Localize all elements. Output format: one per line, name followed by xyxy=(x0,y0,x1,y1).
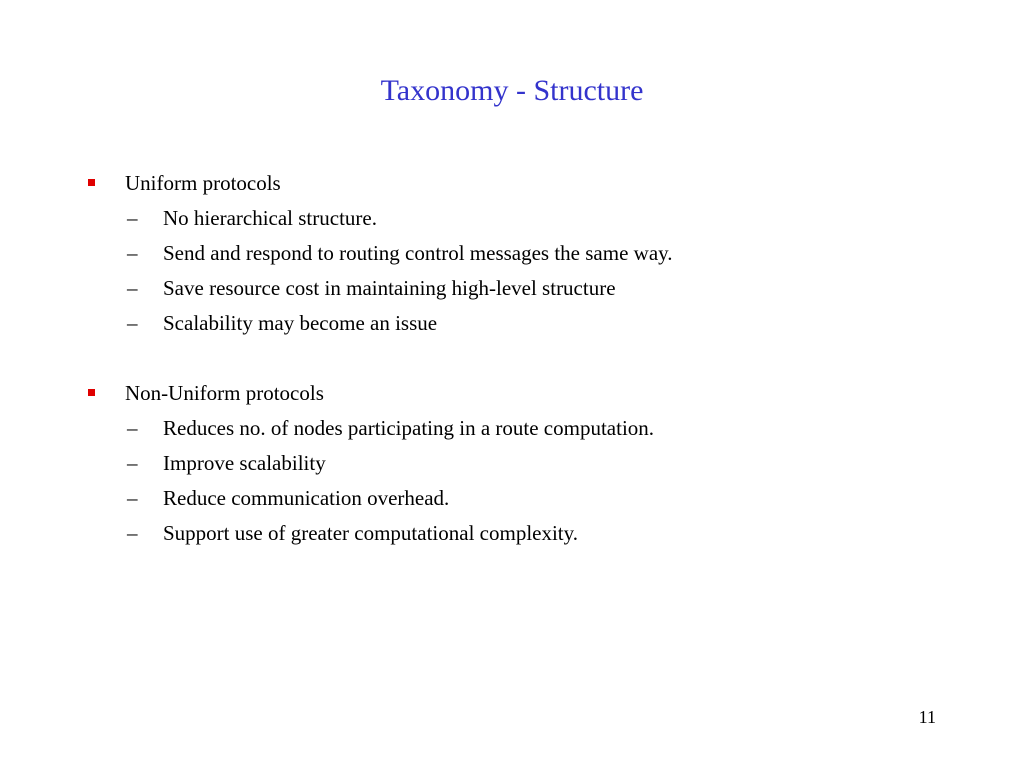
dash-bullet-icon: – xyxy=(127,521,138,545)
slide-content xyxy=(88,166,948,586)
sub-bullet-item xyxy=(88,271,948,306)
dash-bullet-icon: – xyxy=(127,486,138,510)
dash-bullet-icon: – xyxy=(127,416,138,440)
bullet-heading: Uniform protocols xyxy=(125,171,281,195)
dash-bullet-icon: – xyxy=(127,241,138,265)
sub-bullet-item xyxy=(88,446,948,481)
sub-bullet-item xyxy=(88,236,948,271)
bullet-section-non-uniform xyxy=(88,376,948,551)
sub-bullet-text: Save resource cost in maintaining high-level structure xyxy=(163,276,616,300)
sub-bullet-text: Improve scalability xyxy=(163,451,326,475)
bullet-heading: Non-Uniform protocols xyxy=(125,381,324,405)
square-bullet-icon xyxy=(88,389,95,396)
sub-bullet-text: Reduces no. of nodes participating in a route computation. xyxy=(163,416,655,440)
sub-bullet-item xyxy=(88,306,948,341)
sub-bullet-item xyxy=(88,516,948,551)
sub-bullet-text: No hierarchical structure. xyxy=(163,206,377,230)
page-number: 11 xyxy=(918,707,936,727)
bullet-item xyxy=(88,376,948,411)
square-bullet-icon xyxy=(88,179,95,186)
sub-bullet-list xyxy=(88,411,948,551)
sub-bullet-item xyxy=(88,201,948,236)
slide-title: Taxonomy - Structure xyxy=(380,74,644,107)
bullet-section-uniform xyxy=(88,166,948,341)
sub-bullet-text: Send and respond to routing control messages the same way. xyxy=(163,241,673,265)
dash-bullet-icon: – xyxy=(127,451,138,475)
sub-bullet-text: Support use of greater computational complexity. xyxy=(163,521,579,545)
dash-bullet-icon: – xyxy=(127,311,138,335)
bullet-item xyxy=(88,166,948,201)
sub-bullet-item xyxy=(88,481,948,516)
sub-bullet-text: Reduce communication overhead. xyxy=(163,486,450,510)
sub-bullet-list xyxy=(88,201,948,341)
sub-bullet-text: Scalability may become an issue xyxy=(163,311,438,335)
dash-bullet-icon: – xyxy=(127,276,138,300)
dash-bullet-icon: – xyxy=(127,206,138,230)
sub-bullet-item xyxy=(88,411,948,446)
